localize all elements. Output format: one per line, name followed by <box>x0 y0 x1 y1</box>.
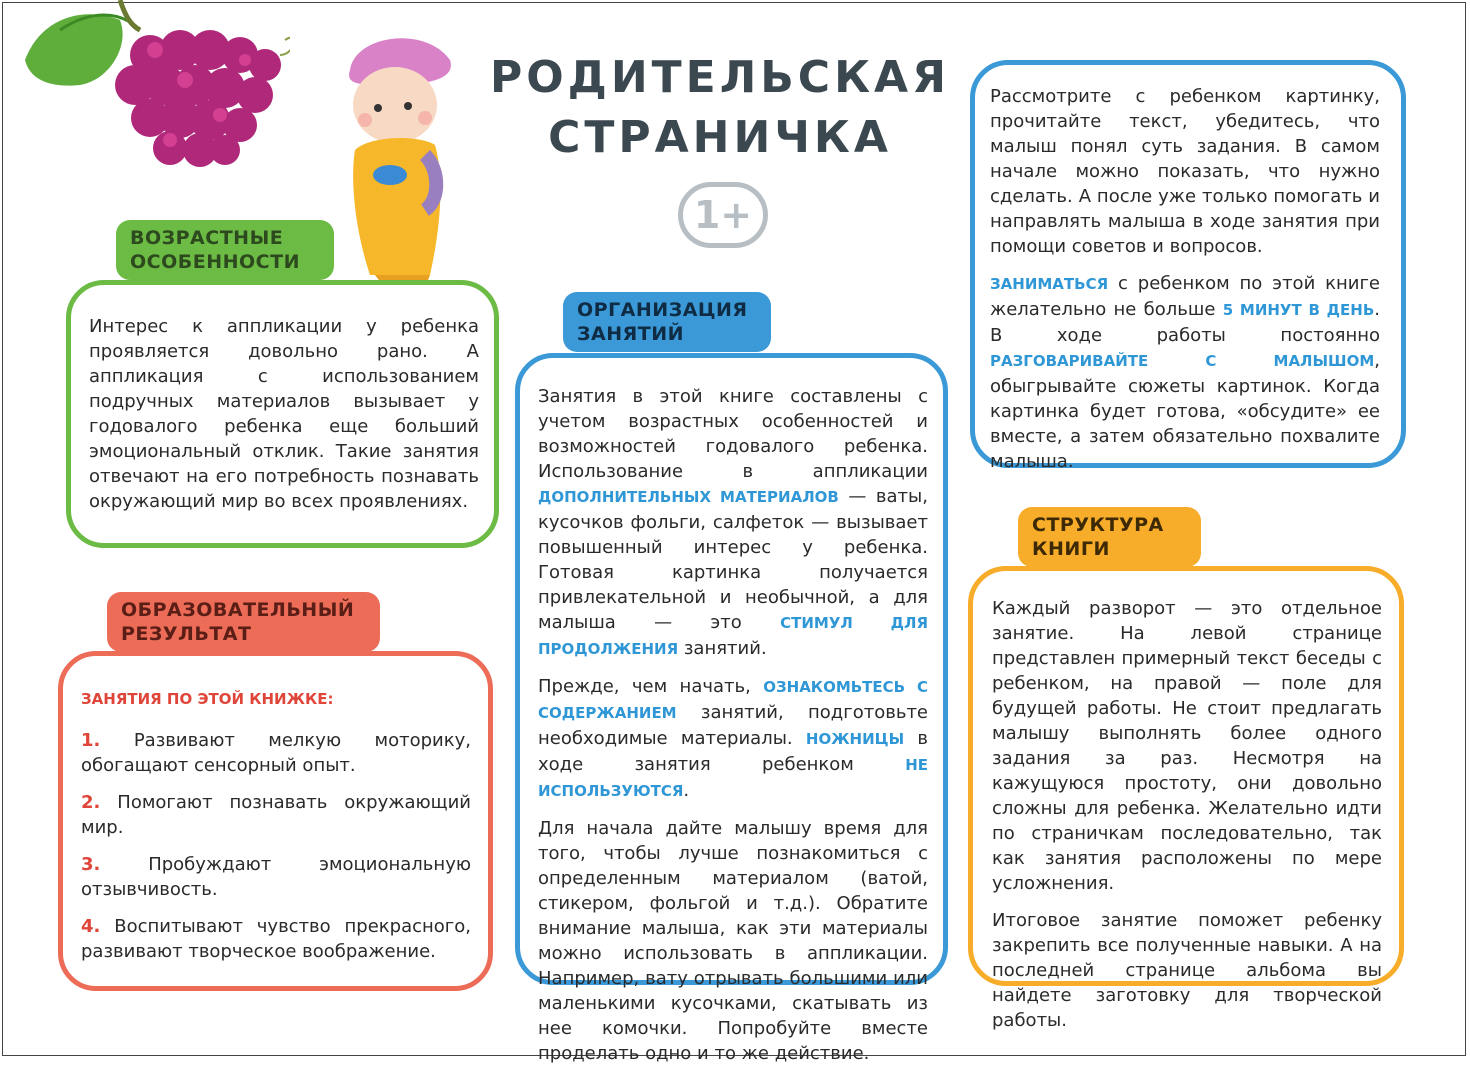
age-badge: 1+ <box>678 182 768 248</box>
text-run: с ребенком по этой книге желательно не больше <box>990 273 1380 320</box>
highlight-scissors: НОЖНИЦЫ <box>805 730 905 748</box>
age-features-tag-line-2: ОСОБЕННОСТИ <box>130 251 300 273</box>
edu-result-item <box>81 914 471 964</box>
edu-result-item <box>81 852 471 902</box>
item-number: 1. <box>81 730 101 751</box>
item-number: 2. <box>81 792 101 813</box>
edu-result-heading: ЗАНЯТИЯ ПО ЭТОЙ КНИЖКЕ: <box>81 690 334 708</box>
highlight-additional-materials: ДОПОЛНИТЕЛЬНЫХ МАТЕРИАЛОВ <box>538 488 839 506</box>
item-number: 3. <box>81 854 101 875</box>
age-features-tag <box>116 220 334 280</box>
edu-result-tag-line-2: РЕЗУЛЬТАТ <box>121 623 252 645</box>
edu-result-item <box>81 728 471 778</box>
organization-paragraph-3: Для начала дайте малышу время для того, чтобы лучше познакомиться с определенным материалом (ватой, стикером, фольгой и т.д.). Обратите внимание малыша, как эти материалы можно использовать в аппликации. Например, вату отрывать большими или маленькими кусочками, скатывать из нее комочки. Попробуйте вместе проделать одно и то же действие. <box>538 818 928 1064</box>
organization-paragraph-2 <box>538 674 928 804</box>
item-text: Помогают познавать окружающий мир. <box>81 792 471 838</box>
edu-result-item <box>81 790 471 840</box>
text-run: Занятия в этой книге составлены с учетом возрастных особенностей и возможностей годовалого ребенка. Использование в аппликации <box>538 386 928 482</box>
text-run: занятий, подготовьте необходимые материалы. <box>538 702 928 749</box>
highlight-not-used: НЕ ИСПОЛЬЗУЮТСЯ <box>538 756 928 800</box>
tips-paragraph-1: Рассмотрите с ребенком картинку, прочитайте текст, убедитесь, что малыш понял суть задания. В самом начале можно показать, что нужно сделать. А после уже только помогать и направлять малыша в ходе занятия при помощи советов и вопросов. <box>990 86 1380 257</box>
organization-text <box>538 384 928 1078</box>
age-features-tag-line-1: ВОЗРАСТНЫЕ <box>130 227 284 249</box>
structure-tag <box>1018 507 1201 567</box>
highlight-stimulus: СТИМУЛ ДЛЯ ПРОДОЛЖЕНИЯ <box>538 614 928 658</box>
organization-tag <box>563 292 771 352</box>
highlight-five-minutes: 5 МИНУТ В ДЕНЬ <box>1222 301 1375 319</box>
structure-tag-line-1: СТРУКТУРА <box>1032 514 1164 536</box>
text-run: в ходе занятия ребенком <box>538 728 928 775</box>
edu-result-tag <box>107 592 380 652</box>
organization-tag-line-2: ЗАНЯТИЙ <box>577 323 684 345</box>
edu-result-text <box>81 687 471 976</box>
organization-tag-line-1: ОРГАНИЗАЦИЯ <box>577 299 748 321</box>
item-text: Развивают мелкую моторику, обогащают сенсорный опыт. <box>81 730 471 776</box>
title-line-1: РОДИТЕЛЬСКАЯ <box>489 52 950 103</box>
text-run: Прежде, чем начать, <box>538 676 764 697</box>
text-run: — ваты, кусочков фольги, салфеток — вызывает повышенный интерес у ребенка. Готовая картинка получается привлекательной и необычной, а для малыша — это <box>538 486 928 633</box>
text-run: , обыгрывайте сюжеты картинок. Когда картинка будет готова, «обсудите» ее вместе, а затем обязательно похвалите малыша. <box>990 350 1380 472</box>
highlight-contents: ОЗНАКОМЬТЕСЬ С СОДЕРЖАНИЕМ <box>538 678 928 722</box>
age-features-text <box>89 314 479 526</box>
item-number: 4. <box>81 916 101 937</box>
edu-result-tag-line-1: ОБРАЗОВАТЕЛЬНЫЙ <box>121 599 355 621</box>
tips-paragraph-2 <box>990 271 1380 474</box>
tips-text <box>990 84 1380 486</box>
structure-text <box>992 596 1382 1045</box>
organization-paragraph-1 <box>538 384 928 662</box>
highlight-study: ЗАНИМАТЬСЯ <box>990 275 1109 293</box>
structure-tag-line-2: КНИГИ <box>1032 538 1110 560</box>
text-run: занятий. <box>678 638 767 659</box>
age-features-paragraph: Интерес к аппликации у ребенка проявляется довольно рано. А аппликация с использованием подручных материалов вызывает у годовалого ребенка еще больший эмоциональный отклик. Такие занятия отвечают на его потребность познавать окружающий мир во всех проявлениях. <box>89 316 479 512</box>
item-text: Воспитывают чувство прекрасного, развивают творческое воображение. <box>81 916 471 962</box>
page-title <box>470 48 970 168</box>
grapes-illustration <box>20 0 290 190</box>
text-run: . <box>683 780 690 801</box>
highlight-talk: РАЗГОВАРИВАЙТЕ С МАЛЫШОМ <box>990 352 1375 370</box>
item-text: Пробуждают эмоциональную отзывчивость. <box>81 854 471 900</box>
title-line-2: СТРАНИЧКА <box>548 112 892 163</box>
structure-paragraph-2: Итоговое занятие поможет ребенку закрепить все полученные навыки. А на последней странице альбома вы найдете заготовку для творческой работы. <box>992 910 1382 1031</box>
structure-paragraph-1: Каждый разворот — это отдельное занятие. На левой странице представлен примерный текст беседы с ребенком, на правой — поле для будущей работы. Не стоит предлагать малышу выполнять более одного задания за раз. Несмотря на кажущуюся простоту, они довольно сложны для ребенка. Желательно идти по страничкам последовательно, так как занятия расположены по мере усложнения. <box>992 598 1382 894</box>
child-illustration <box>330 30 470 290</box>
text-run: . В ходе работы постоянно <box>990 299 1380 346</box>
